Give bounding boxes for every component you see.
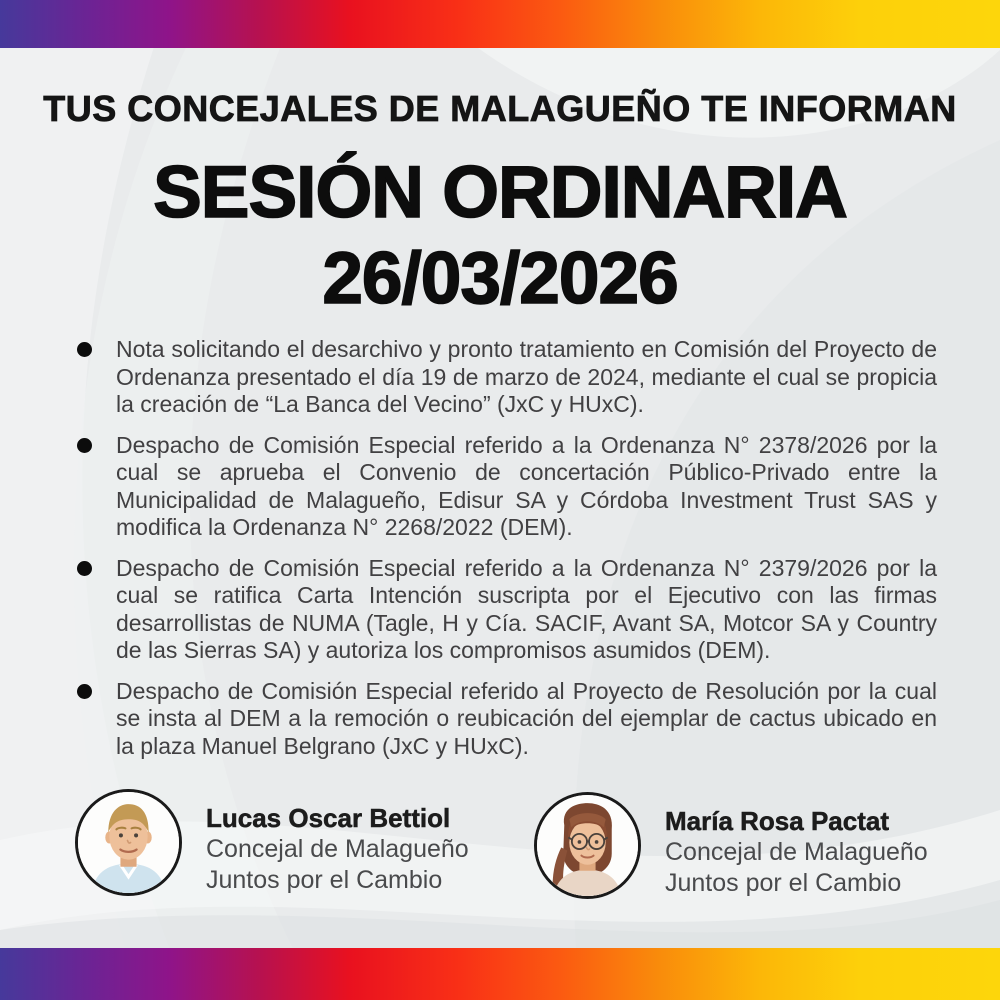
councilor-role: Concejal de Malagueño [206,835,469,863]
councilor-photo-female [534,792,641,899]
top-gradient-band [0,0,1000,48]
bottom-gradient-band [0,948,1000,1000]
kicker-title: TUS CONCEJALES DE MALAGUEÑO TE INFORMAN [43,88,957,129]
agenda-item-text: Despacho de Comisión Especial referido a la Ordenanza N° 2378/2026 por la cual se aprueba el Convenio de concertación Público-Privado entre la Municipalidad de Malagueño, Edisur SA y Córdoba Investment Trust SAS y modifica la Ordenanza N° 2268/2022 (DEM). [116,431,937,540]
page-title-line1: SESIÓN ORDINARIA [153,152,847,233]
councilor-name: Lucas Oscar Bettiol [206,803,451,833]
councilor-photo-male [75,789,182,896]
councilor-role: Concejal de Malagueño [665,838,928,866]
councilor-party: Juntos por el Cambio [206,866,443,894]
councilor-name: María Rosa Pactat [665,806,889,836]
page-title-line2: 26/03/2026 [322,238,678,319]
agenda-item-text: Nota solicitando el desarchivo y pronto tratamiento en Comisión del Proyecto de Ordenanza presentado el día 19 de marzo de 2024, mediante el cual se propicia la creación de “La Banca del Vecino” (JxC y HUxC). [116,336,937,417]
agenda-item-text: Despacho de Comisión Especial referido a la Ordenanza N° 2379/2026 por la cual se ratifica Carta Intención suscripta por el Ejecutivo con las firmas desarrollistas de NUMA (Tagle, H y Cía. SACIF, Avant SA, Motcor SA y Country de las Sierras SA) y autoriza los compromisos asumidos (DEM). [116,554,937,663]
councilor-party: Juntos por el Cambio [665,869,902,897]
councilor-card-maria [534,792,928,899]
councilor-card-lucas [75,789,469,896]
agenda-item-text: Despacho de Comisión Especial referido al Proyecto de Resolución por la cual se insta al DEM a la remoción o reubicación del ejemplar de cactus ubicado en la plaza Manuel Belgrano (JxC y HUxC). [116,677,937,759]
